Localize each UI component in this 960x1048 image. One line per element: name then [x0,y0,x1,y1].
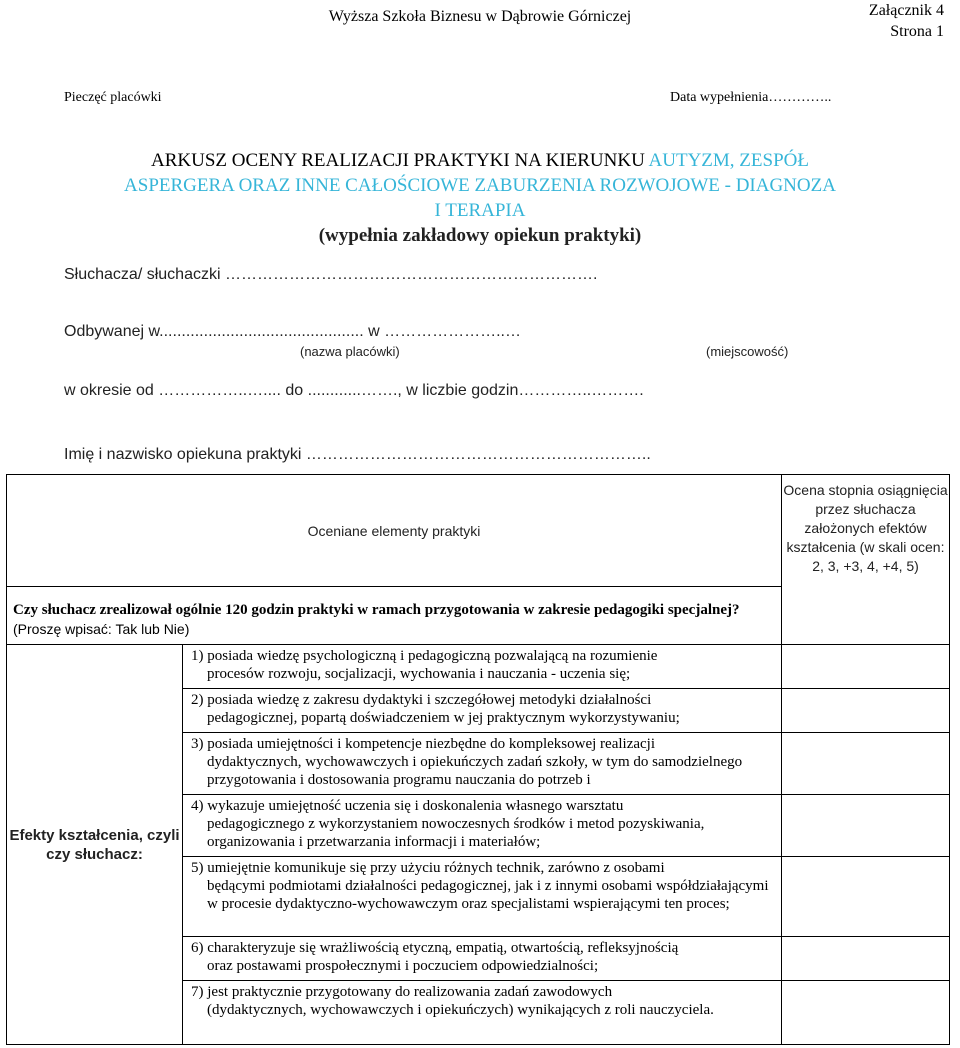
table-header-row [7,475,950,587]
rating-cell-2[interactable] [782,689,950,733]
effect-item-2: 2) posiada wiedzę z zakresu dydaktyki i szczegółowej metodyki działalności pedagogicznej, popartą doświadczeniem w jej praktycznym wykorzystywaniu; [183,689,782,733]
rating-cell-4[interactable] [782,795,950,857]
rating-cell-3[interactable] [782,733,950,795]
evaluation-table [6,474,950,1045]
effect-item-5: 5) umiejętnie komunikuje się przy użyciu różnych technik, zarówno z osobami będącymi podmiotami działalności pedagogicznej, jak i z innymi osobami współdziałającymi w procesie dydaktyczno-wychowawczym oraz specjalistami wspierającymi ten proces; [183,857,782,937]
title-line-2: ASPERGERA ORAZ INNE CAŁOŚCIOWE ZABURZENIA ROZWOJOWE - DIAGNOZA [124,175,836,196]
page-number: Strona 1 [890,23,944,40]
title-line-1: ARKUSZ OCENY REALIZACJI PRAKTYKI NA KIERUNKU AUTYZM, ZESPÓŁ [151,150,809,171]
elements-header: Oceniane elementy praktyki [7,475,782,587]
annex-number: Załącznik 4 [868,2,944,19]
effect-item-3: 3) posiada umiejętności i kompetencje niezbędne do kompleksowej realizacji dydaktycznych, wychowawczych i opiekuńczych zadań szkoły, w tym do samodzielnego przygotowania i dostosowania programu nauczania do potrzeb i [183,733,782,795]
effects-label: Efekty kształcenia, czyli czy słuchacz: [7,645,183,1045]
effect-item-6: 6) charakteryzuje się wrażliwością etyczną, empatią, otwartością, refleksyjnością oraz postawami prospołecznymi i poczuciem odpowiedzialności; [183,937,782,981]
title-line-3: I TERAPIA [434,200,526,221]
period-field[interactable]: w okresie od ……………..….... do ............……., w liczbie godzin…………..………. [64,382,644,399]
annex-label [869,0,944,42]
placement-caption: (nazwa placówki) [300,344,400,359]
city-caption: (miejscowość) [706,344,789,359]
rating-cell-5[interactable] [782,857,950,937]
rating-cell-6[interactable] [782,937,950,981]
effect-item-7: 7) jest praktycznie przygotowany do realizowania zadań zawodowych (dydaktycznych, wychowawczych i opiekuńczych) wynikających z roli nauczyciela. [183,981,782,1045]
rating-cell-7[interactable] [782,981,950,1045]
effect-item-4: 4) wykazuje umiejętność uczenia się i doskonalenia własnego warsztatu pedagogicznego z wykorzystaniem nowoczesnych środków i metod pozyskiwania, organizowania i przetwarzania informacji i materiałów; [183,795,782,857]
placement-field[interactable]: Odbywanej w.............................................. w …………………..… [64,323,521,340]
rating-header: Ocena stopnia osiągnięcia przez słuchacza założonych efektów kształcenia (w skali ocen: 2, 3, +3, 4, +4, 5) [782,475,950,645]
rating-cell-1[interactable] [782,645,950,689]
title-subtitle: (wypełnia zakładowy opiekun praktyki) [318,225,642,246]
effect-item-1: 1) posiada wiedzę psychologiczną i pedagogiczną pozwalającą na rozumienie procesów rozwoju, socjalizacji, wychowania i nauczania - uczenia się; [183,645,782,689]
school-name: Wyższa Szkoła Biznesu w Dąbrowie Górniczej [328,8,632,25]
fill-date-field[interactable]: Data wypełnienia………….. [670,90,832,105]
stamp-label: Pieczęć placówki [64,90,162,105]
student-name-field[interactable]: Słuchacza/ słuchaczki ……………………………………………………………. [64,266,598,283]
supervisor-name-field[interactable]: Imię i nazwisko opiekuna praktyki ……………………………………………………….. [64,446,651,463]
table-row [7,645,950,689]
document-title [40,148,920,248]
hours-question: Czy słuchacz zrealizował ogólnie 120 godzin praktyki w ramach przygotowania w zakresie pedagogiki specjalnej? (Proszę wpisać: Tak lub Nie) [7,587,782,645]
